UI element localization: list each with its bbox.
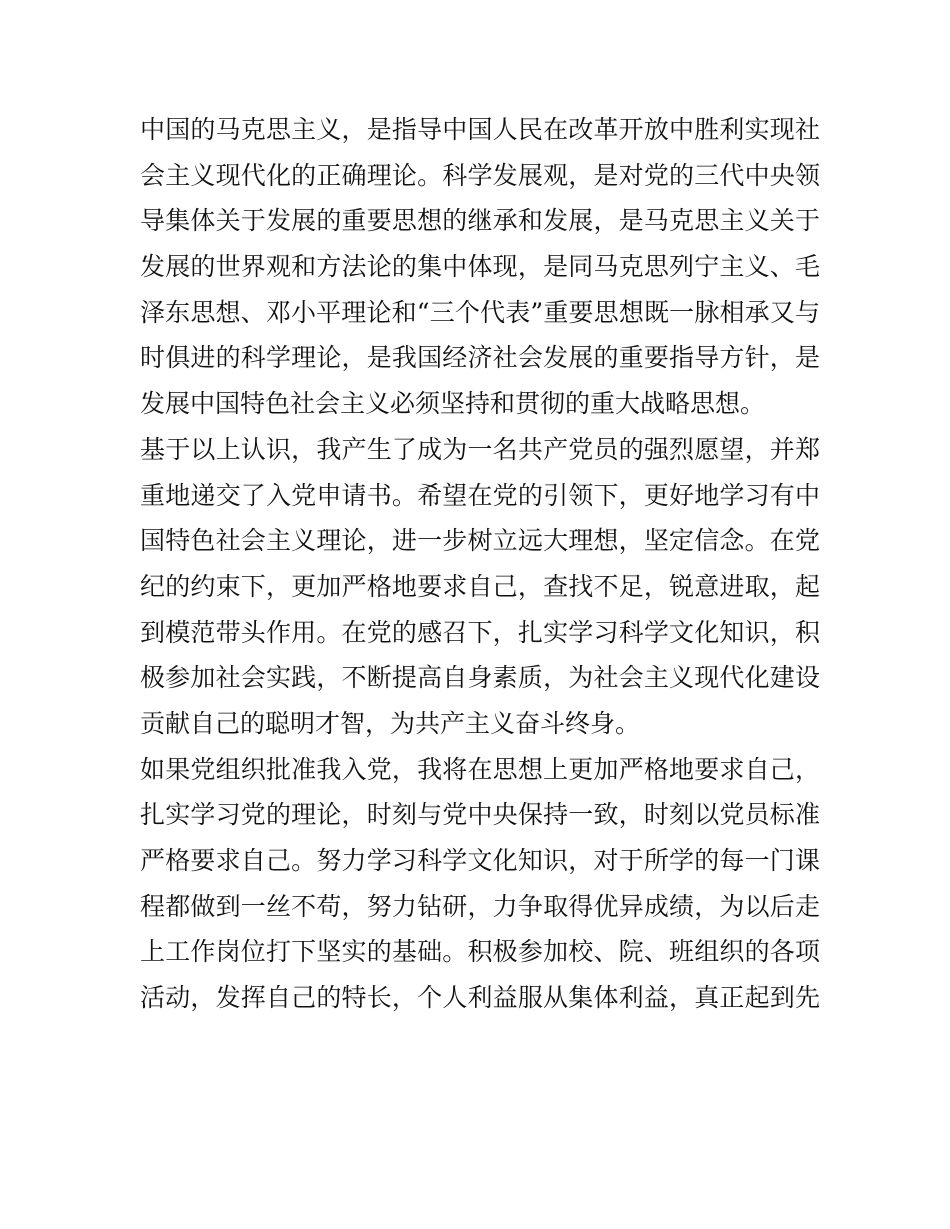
text-line: 导集体关于发展的重要思想的继承和发展，是马克思主义关于: [140, 206, 820, 236]
document-body: [140, 107, 820, 1021]
paragraph-3: [140, 747, 820, 1021]
text-line: 扎实学习党的理论，时刻与党中央保持一致，时刻以党员标准: [140, 800, 820, 830]
text-line: 极参加社会实践，不断提高自身素质，为社会主义现代化建设: [140, 663, 820, 693]
text-line: 重地递交了入党申请书。希望在党的引领下，更好地学习有中: [140, 480, 820, 510]
text-line: 上工作岗位打下坚实的基础。积极参加校、院、班组织的各项: [140, 937, 820, 967]
text-line: 纪的约束下，更加严格地要求自己，查找不足，锐意进取，起: [140, 571, 820, 601]
text-line: 严格要求自己。努力学习科学文化知识，对于所学的每一门课: [140, 846, 820, 875]
text-line: 贡献自己的聪明才智，为共产主义奋斗终身。: [140, 708, 641, 738]
text-line: 发展中国特色社会主义必须坚持和贯彻的重大战略思想。: [140, 389, 766, 419]
text-line: 程都做到一丝不苟，努力钻研，力争取得优异成绩，为以后走: [140, 891, 820, 921]
text-line: 泽东思想、邓小平理论和“三个代表”重要思想既一脉相承又与: [140, 297, 820, 327]
text-line: 中国的马克思主义，是指导中国人民在改革开放中胜利实现社: [140, 115, 820, 144]
text-line: 如果党组织批准我入党，我将在思想上更加严格地要求自己，: [140, 754, 820, 784]
text-line: 活动，发挥自己的特长，个人利益服从集体利益，真正起到先: [140, 983, 820, 1013]
text-line: 发展的世界观和方法论的集中体现，是同马克思列宁主义、毛: [140, 252, 820, 282]
text-line: 到模范带头作用。在党的感召下，扎实学习科学文化知识，积: [140, 617, 820, 647]
paragraph-2: [140, 427, 820, 747]
paragraph-1: [140, 107, 820, 427]
text-line: 国特色社会主义理论，进一步树立远大理想，坚定信念。在党: [140, 526, 820, 556]
text-line: 时俱进的科学理论，是我国经济社会发展的重要指导方针，是: [140, 343, 820, 373]
text-line: 基于以上认识，我产生了成为一名共产党员的强烈愿望，并郑: [140, 434, 820, 464]
text-line: 会主义现代化的正确理论。科学发展观，是对党的三代中央领: [140, 160, 820, 190]
